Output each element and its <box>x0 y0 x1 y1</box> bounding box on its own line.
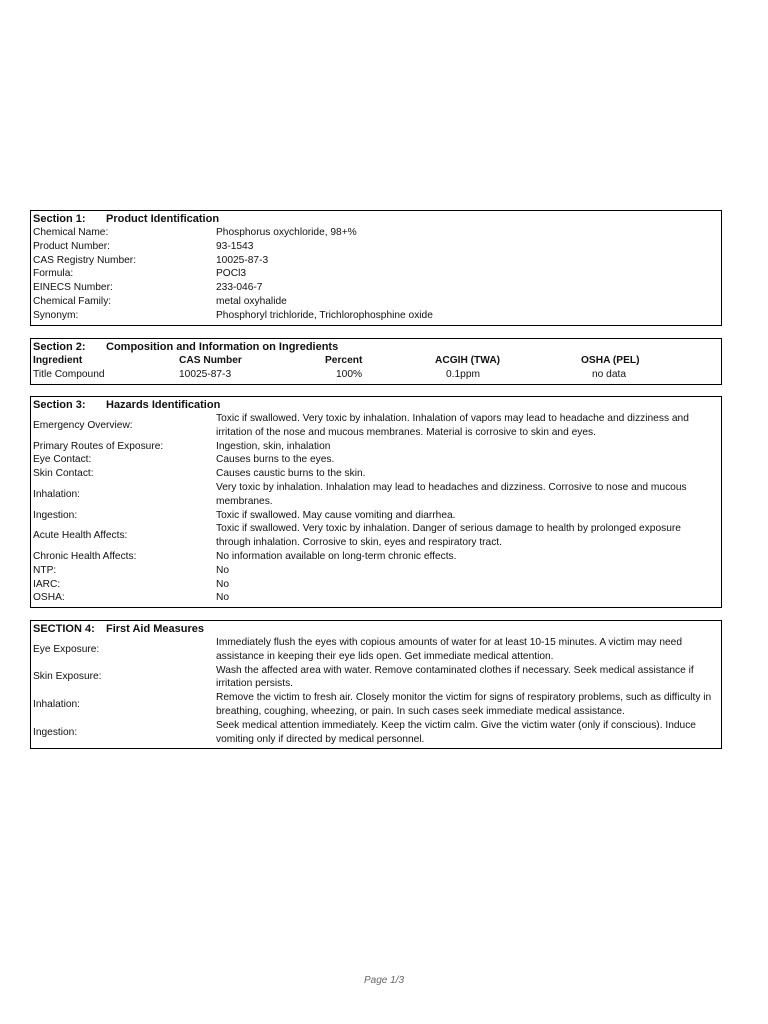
cell-acgih: 0.1ppm <box>446 368 480 380</box>
row-chemical-family <box>33 295 719 309</box>
label: Eye Exposure: <box>33 643 100 655</box>
section-4-header <box>33 622 719 636</box>
section-4-number: SECTION 4: <box>33 623 95 635</box>
value: No information available on long-term chronic effects. <box>216 550 457 562</box>
column-header-acgih: ACGIH (TWA) <box>435 355 501 366</box>
section-1-title: Product Identification <box>106 213 220 225</box>
row-acute-health <box>33 522 719 550</box>
value: Phosphoryl trichloride, Trichlorophosphine oxide <box>216 309 433 321</box>
section-2-number: Section 2: <box>33 341 86 353</box>
value: Causes burns to the eyes. <box>216 454 335 466</box>
section-1-header <box>33 212 719 226</box>
label: Synonym: <box>33 309 79 321</box>
value: POCl3 <box>216 268 247 280</box>
row-skin-exposure <box>33 664 719 692</box>
label: Formula: <box>33 268 74 280</box>
value: Seek medical attention immediately. Keep the victim calm. Give the victim water (only if conscious). Induce vomiting only if directed by medical personnel. <box>216 719 696 745</box>
value: No <box>216 564 230 576</box>
label: CAS Registry Number: <box>33 254 137 266</box>
label: Emergency Overview: <box>33 419 133 431</box>
column-header-percent: Percent <box>325 355 363 366</box>
label: Ingestion: <box>33 509 78 521</box>
table-row <box>33 368 719 382</box>
value: No <box>216 592 230 604</box>
section-2-title: Composition and Information on Ingredients <box>106 341 339 353</box>
row-primary-routes <box>33 440 719 454</box>
ingredients-header-row <box>33 354 719 368</box>
label: OSHA: <box>33 592 65 604</box>
row-einecs <box>33 281 719 295</box>
label: Primary Routes of Exposure: <box>33 440 164 452</box>
label: Inhalation: <box>33 488 81 500</box>
value: Phosphorus oxychloride, 98+% <box>216 227 357 238</box>
row-osha <box>33 591 719 605</box>
cell-ingredient: Title Compound <box>33 368 105 380</box>
label: Chemical Family: <box>33 295 112 307</box>
page-number: Page 1/3 <box>363 975 405 986</box>
section-3-header <box>33 398 719 412</box>
section-1-product-identification <box>30 210 722 326</box>
section-1-number: Section 1: <box>33 213 86 225</box>
label: IARC: <box>33 578 61 590</box>
cell-cas-number: 10025-87-3 <box>179 368 232 380</box>
row-emergency-overview <box>33 412 719 440</box>
row-eye-exposure <box>33 636 719 664</box>
value: Wash the affected area with water. Remove contaminated clothes if necessary. Seek medical assistance if irritation persists. <box>216 664 694 690</box>
row-ingestion <box>33 719 719 747</box>
row-ingestion <box>33 509 719 523</box>
value: 233-046-7 <box>216 282 263 294</box>
section-3-number: Section 3: <box>33 399 86 411</box>
row-formula <box>33 267 719 281</box>
label: Inhalation: <box>33 699 81 711</box>
row-cas-registry <box>33 254 719 268</box>
value: Remove the victim to fresh air. Closely monitor the victim for signs of respiratory problems, such as difficulty in breathing, coughing, wheezing, or pain. In such cases seek immediate medical assistance. <box>216 692 712 717</box>
cell-osha: no data <box>592 368 626 380</box>
label: Acute Health Affects: <box>33 530 128 542</box>
row-synonym <box>33 309 719 323</box>
label: EINECS Number: <box>33 282 113 294</box>
label: Eye Contact: <box>33 454 92 466</box>
row-skin-contact <box>33 467 719 481</box>
value: Immediately flush the eyes with copious amounts of water for at least 10-15 minutes. A victim may need assistance in keeping their eye lids open. Get immediate medical attention. <box>216 637 683 662</box>
row-eye-contact <box>33 453 719 467</box>
section-3-hazards <box>30 396 722 608</box>
label: Skin Contact: <box>33 468 94 480</box>
value: Ingestion, skin, inhalation <box>216 440 331 452</box>
row-product-number <box>33 240 719 254</box>
value: Toxic if swallowed. Very toxic by inhalation. Danger of serious damage to health by prolonged exposure through inhalation. Corrosive to skin, eyes and respiratory tract. <box>216 523 681 549</box>
column-header-osha: OSHA (PEL) <box>581 355 640 366</box>
value: Toxic if swallowed. Very toxic by inhalation. Inhalation of vapors may lead to headache and dizziness and irritation of the nose and mucous membranes. Material is corrosive to skin and eyes. <box>216 413 689 438</box>
row-chronic-health <box>33 550 719 564</box>
section-4-title: First Aid Measures <box>106 623 205 635</box>
value: Very toxic by inhalation. Inhalation may lead to headaches and dizziness. Corrosive to nose and mucous membranes. <box>216 481 687 507</box>
section-4-first-aid <box>30 620 722 749</box>
label: Skin Exposure: <box>33 671 102 683</box>
value: Causes caustic burns to the skin. <box>216 468 366 480</box>
row-iarc <box>33 578 719 592</box>
section-2-header <box>33 340 719 354</box>
column-header-cas-number: CAS Number <box>179 355 242 366</box>
section-2-composition <box>30 338 722 385</box>
row-ntp <box>33 564 719 578</box>
value: Toxic if swallowed. May cause vomiting and diarrhea. <box>216 509 456 521</box>
row-inhalation <box>33 481 719 509</box>
value: 10025-87-3 <box>216 254 269 266</box>
value: 93-1543 <box>216 240 254 252</box>
section-3-title: Hazards Identification <box>106 399 221 411</box>
value: metal oxyhalide <box>216 295 287 307</box>
value: No <box>216 578 230 590</box>
label: NTP: <box>33 564 57 576</box>
column-header-ingredient: Ingredient <box>33 355 83 366</box>
row-inhalation <box>33 691 719 719</box>
cell-percent: 100% <box>336 368 363 380</box>
row-chemical-name <box>33 226 719 240</box>
label: Chronic Health Affects: <box>33 550 137 562</box>
label: Ingestion: <box>33 726 78 738</box>
label: Chemical Name: <box>33 227 109 238</box>
label: Product Number: <box>33 240 111 252</box>
